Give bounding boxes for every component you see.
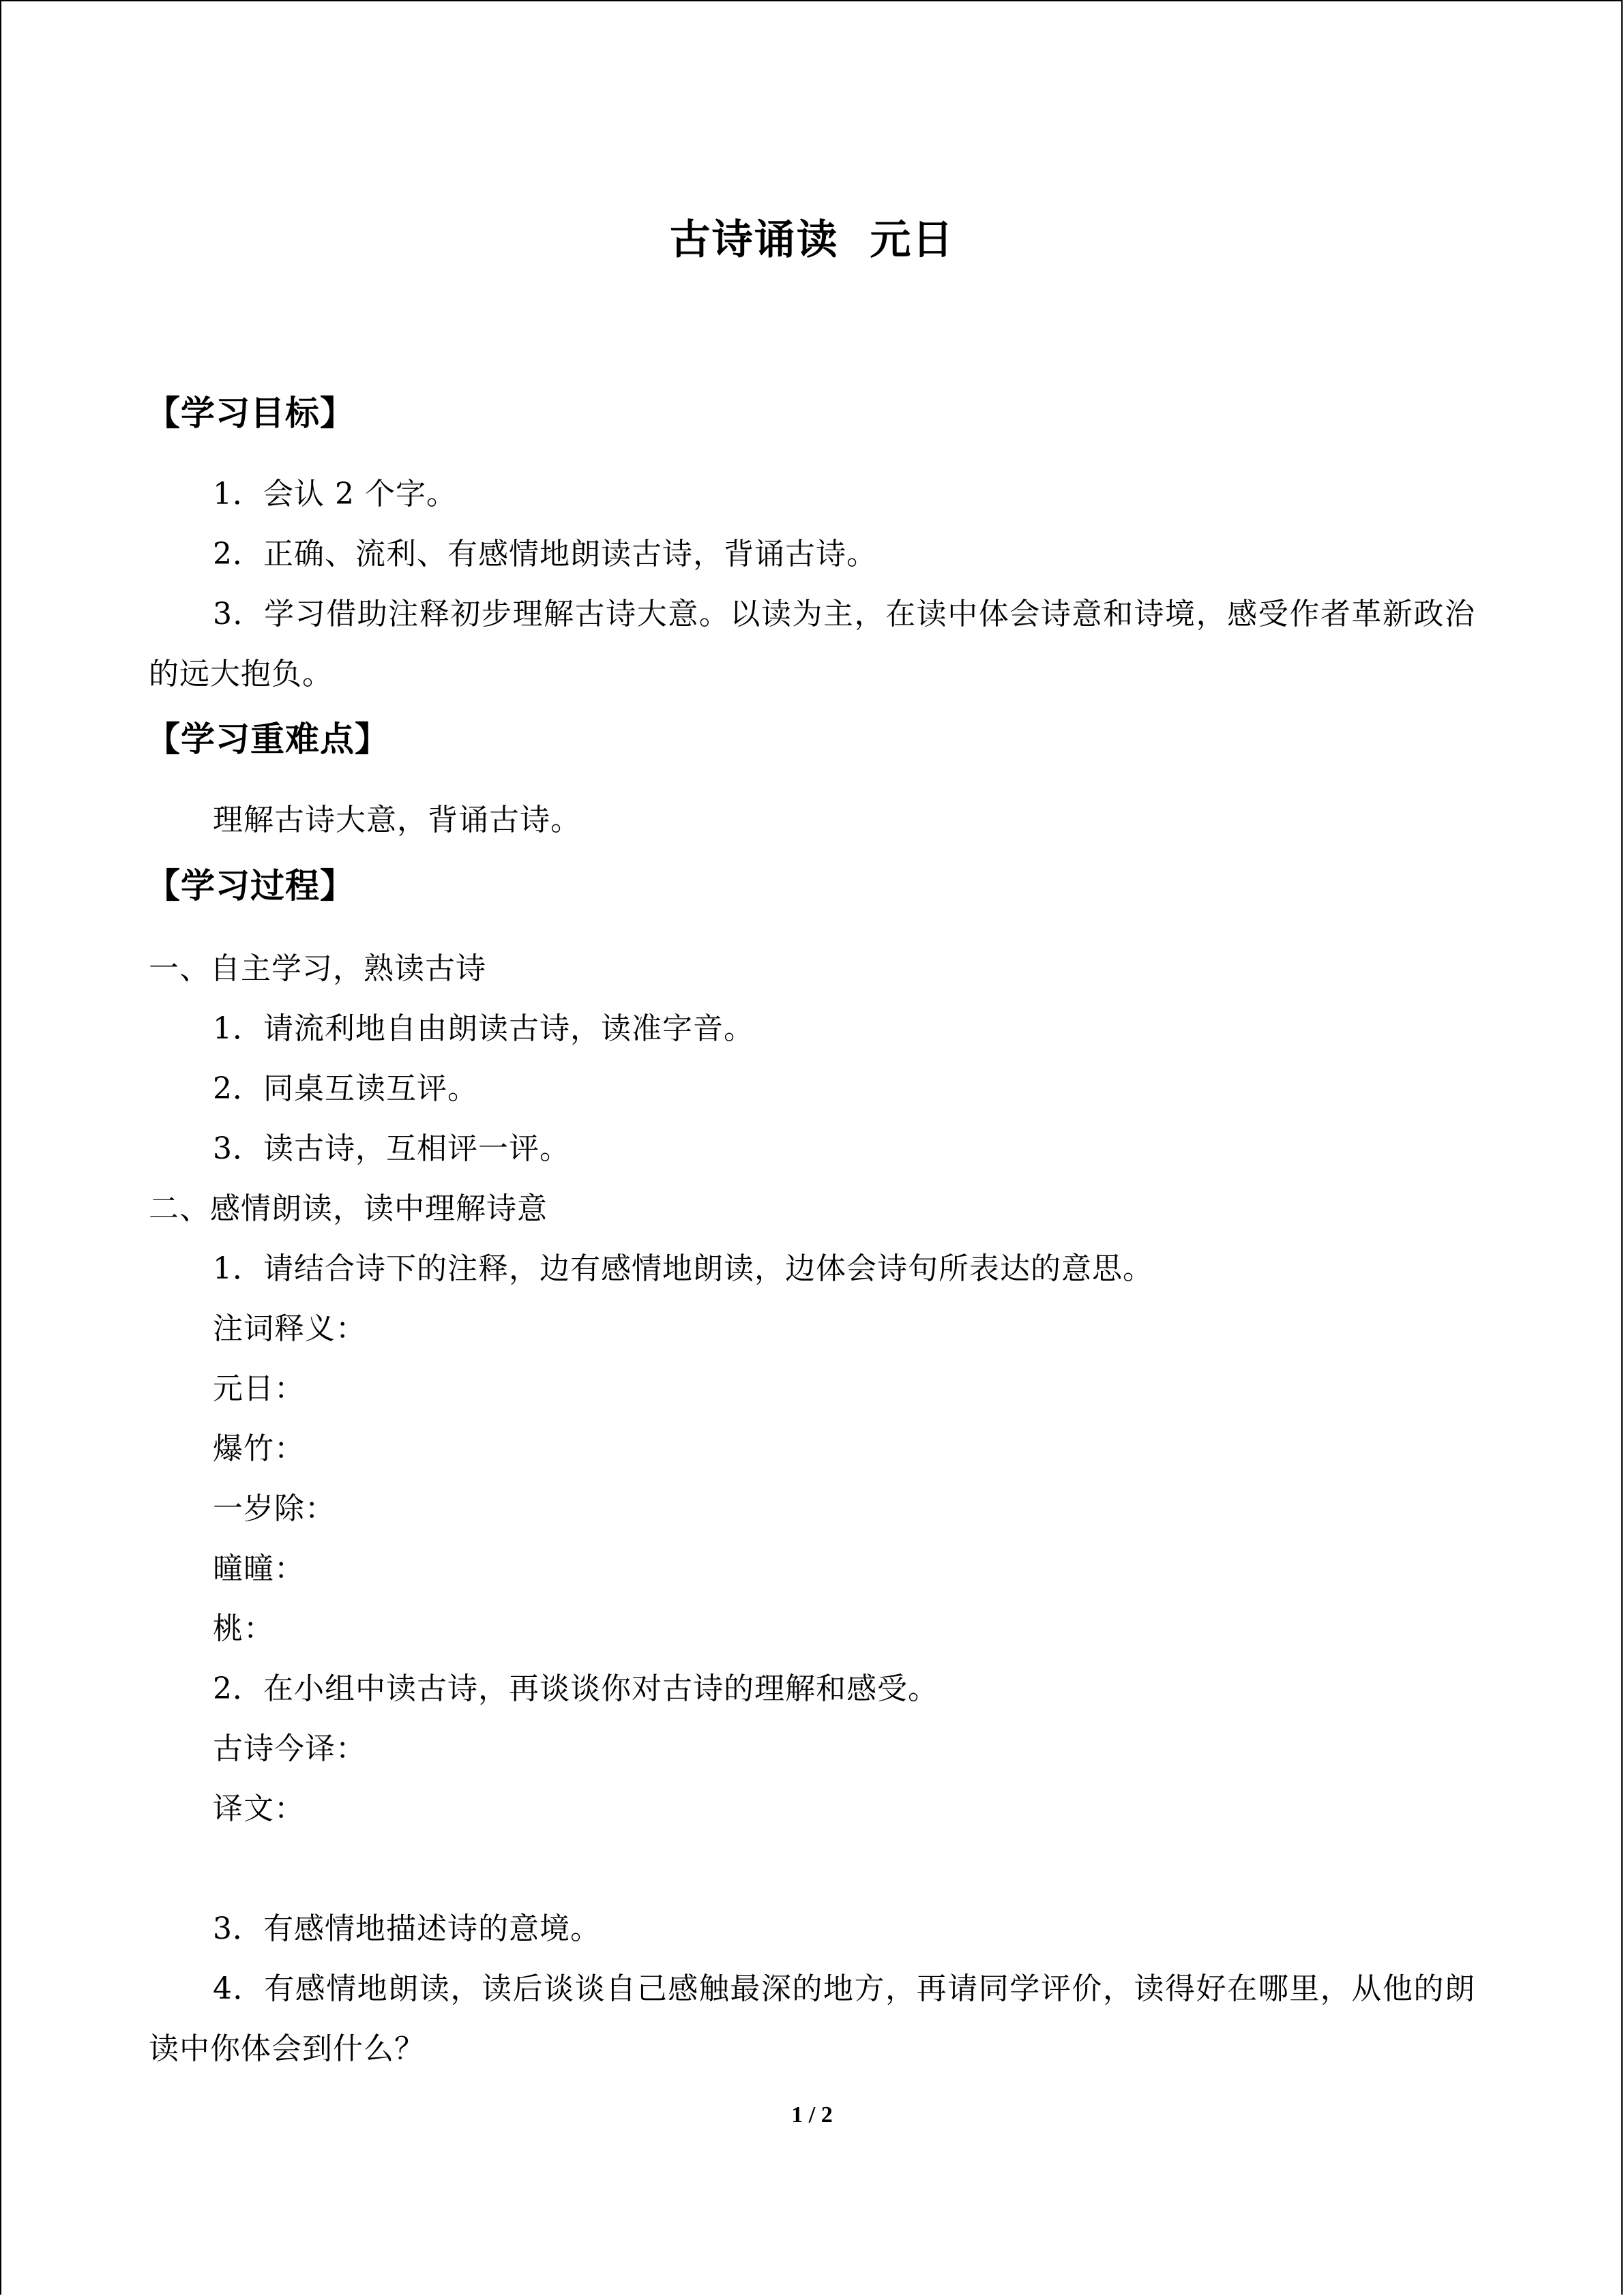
- part2-item-2: 2．在小组中读古诗，再谈谈你对古诗的理解和感受。: [213, 1671, 939, 1706]
- objective-item-2: 2．正确、流利、有感情地朗读古诗，背诵古诗。: [213, 537, 877, 571]
- part1-item-3: 3．读古诗，互相评一评。: [213, 1131, 570, 1166]
- document-title: 古诗诵读 元日: [669, 216, 955, 264]
- translation-label: 古诗今译：: [213, 1731, 366, 1766]
- objective-item-1: 1．会认 2 个字。: [213, 477, 457, 511]
- heading-key-points: 【学习重难点】: [146, 719, 389, 759]
- part2-item-4: 4．有感情地朗读，读后谈谈自己感触最深的地方，再请同学评价，读得好在哪里，从他的朗读中你体会到什么？: [149, 1971, 1475, 2066]
- translation-field: 译文：: [213, 1791, 305, 1826]
- heading-process: 【学习过程】: [146, 866, 355, 906]
- part2-item-1: 1．请结合诗下的注释，边有感情地朗读，边体会诗句所表达的意思。: [213, 1251, 1153, 1286]
- part2-title: 二、感情朗读，读中理解诗意: [149, 1191, 548, 1226]
- part2-item-3: 3．有感情地描述诗的意境。: [213, 1911, 601, 1946]
- glossary-entry: 桃：: [213, 1611, 274, 1646]
- part1-title: 一、自主学习，熟读古诗: [149, 951, 486, 986]
- glossary-entry: 元日：: [213, 1371, 305, 1406]
- part1-item-2: 2．同桌互读互评。: [213, 1071, 478, 1106]
- glossary-entry: 曈曈：: [213, 1551, 305, 1586]
- key-points-text: 理解古诗大意，背诵古诗。: [213, 803, 581, 837]
- part1-item-1: 1．请流利地自由朗读古诗，读准字音。: [213, 1011, 754, 1046]
- glossary-label: 注词释义：: [213, 1311, 366, 1346]
- glossary-entry: 一岁除：: [213, 1491, 336, 1526]
- page-number: 1 / 2: [791, 2102, 833, 2128]
- objective-item-3: 3．学习借助注释初步理解古诗大意。以读为主，在读中体会诗意和诗境，感受作者革新政治的远大抱负。: [149, 597, 1475, 691]
- glossary-entry: 爆竹：: [213, 1431, 305, 1466]
- heading-objectives: 【学习目标】: [146, 393, 355, 433]
